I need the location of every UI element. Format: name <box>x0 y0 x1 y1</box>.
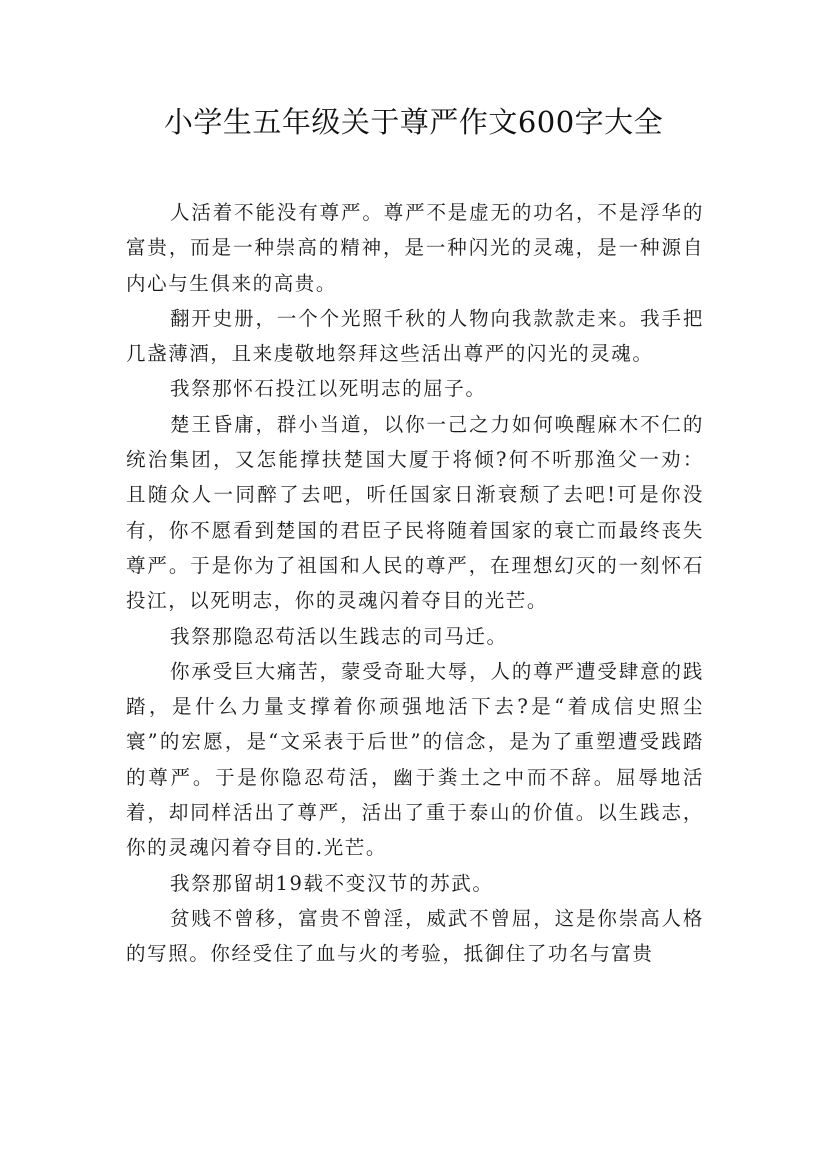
paragraph: 我祭那怀石投江以死明志的屈子。 <box>170 377 487 401</box>
paragraph: 我祭那留胡19载不变汉节的苏武。 <box>170 871 494 895</box>
paragraph: 我祭那隐忍苟活以生践志的司马迁。 <box>170 624 508 648</box>
paragraph: 人活着不能没有尊严。尊严不是虚无的功名，不是浮华的富贵，而是一种崇高的精神，是一种闪光的灵魂，是一种源自内心与生俱来的高贵。 <box>126 201 704 295</box>
paragraph: 贫贱不曾移，富贵不曾淫，威武不曾屈，这是你崇高人格的写照。你经受住了血与火的考验，抵御住了功名与富贵 <box>126 906 704 966</box>
document-body <box>126 195 704 972</box>
paragraph: 你承受巨大痛苦，蒙受奇耻大辱，人的尊严遭受肆意的践踏，是什么力量支撑着你顽强地活下去?是“着成信史照尘寰”的宏愿，是“文采表于后世”的信念，是为了重塑遭受践踏的尊严。于是你隐忍苟活，幽于粪土之中而不辞。屈辱地活着，却同样活出了尊严，活出了重于泰山的价值。以生践志，你的灵魂闪着夺目的.光芒。 <box>126 659 704 860</box>
paragraph: 楚王昏庸，群小当道，以你一己之力如何唤醒麻木不仁的统治集团，又怎能撑扶楚国大厦于将倾?何不听那渔父一劝：且随众人一同醉了去吧，听任国家日渐衰颓了去吧!可是你没有，你不愿看到楚国的君臣子民将随着国家的衰亡而最终丧失尊严。于是你为了祖国和人民的尊严，在理想幻灭的一刻怀石投江，以死明志，你的灵魂闪着夺目的光芒。 <box>126 412 704 613</box>
paragraph: 翻开史册，一个个光照千秋的人物向我款款走来。我手把几盏薄酒，且来虔敬地祭拜这些活出尊严的闪光的灵魂。 <box>126 306 704 366</box>
document-title: 小学生五年级关于尊严作文600字大全 <box>163 105 664 139</box>
